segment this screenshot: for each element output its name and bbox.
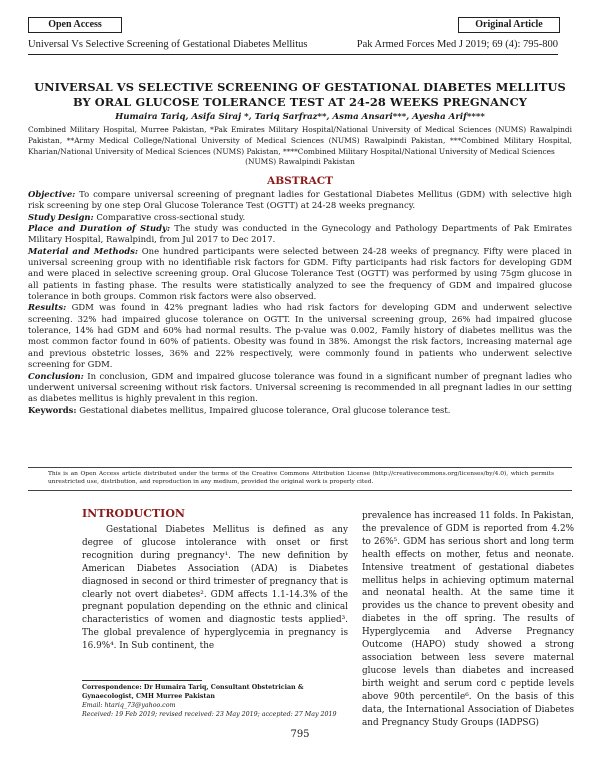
abstract-methods [28,246,572,303]
correspondence-author: Correspondence: Dr Humaira Tariq, Consultant Obstetrician & Gynaecologist, CMH Murree Pakistan [82,684,304,700]
results-text: GDM was found in 42% pregnant ladies who had risk factors for developing GDM and underwent selective screening. 32% had impaired glucose tolerance on OGTT. In the universal screening group, 26% had impaired glucose tolerance, 14% had GDM and 60% had normal results. The p-value was 0.002, Family history of diabetes mellitus was the most common factor found in 60% of patients. Obesity was found in 38%. Amongst the risk factors, increasing maternal age and previous obstetric losses, 36% and 22% respectively, were commonly found in patients who underwent selective screening for GDM. [28,302,573,370]
objective-label: Objective: [28,189,76,199]
open-access-label: Open Access [28,17,122,33]
manuscript-dates: Received: 19 Feb 2019; revised received: 23 May 2019; accepted: 27 May 2019 [82,711,337,718]
conclusion-text: In conclusion, GDM and impaired glucose tolerance was found in a significant number of pregnant ladies who underwent universal screening without risk factors. Universal screening is recommended in all pregnant ladies in our setting as diabetes mellitus is highly prevalent in this region. [28,370,572,404]
introduction-paragraph: Gestational Diabetes Mellitus is defined as any degree of glucose intolerance with onset or first recognition during pregnancy¹. The new definition by American Diabetes Association (ADA) is Diabetes diagnosed in second or third trimester of pregnancy that is clearly not overt diabetes². GDM affects 1.1-14.3% of the pregnant population depending on the ethnic and clinical characteristics of women and diagnostic tests applied³. The global prevalence of hyperglycemia in pregnancy is 16.9%⁴. In Sub continent, the [82,525,348,652]
journal-reference: Pak Armed Forces Med J 2019; 69 (4): 795-800 [356,39,558,50]
abstract-design [28,212,572,223]
introduction-right-column [362,510,574,729]
license-notice: This is an Open Access article distributed under the terms of the Creative Commons Attribution License (http://creativecommons.org/licenses/by/4.0), which permits unrestricted use, distribution, and reproduction in any medium, provided the original work is properly cited. [48,471,554,486]
abstract [28,189,572,416]
correspondence-footnote [82,683,348,719]
article-type-label: Original Article [458,17,560,33]
methods-label: Material and Methods: [28,245,139,256]
abstract-keywords [28,405,572,416]
article-title: UNIVERSAL VS SELECTIVE SCREENING OF GESTATIONAL DIABETES MELLITUS BY ORAL GLUCOSE TOLERANCE TEST AT 24-28 WEEKS PREGNANCY [34,80,566,109]
abstract-heading: ABSTRACT [266,175,334,187]
place-label: Place and Duration of Study: [28,223,171,234]
introduction-continuation: prevalence has increased 11 folds. In Pakistan, the prevalence of GDM is reported from 4.2% to 26%⁵. GDM has serious short and long term health effects on mother, fetus and neonate. Intensive treatment of gestational diabetes mellitus helps in achieving optimum maternal and neonatal health. At the same time it provides us the chance to prevent obesity and diabetes in the off spring. The results of Hyperglycemia and Adverse Pregnancy Outcome (HAPO) study showed a strong association between less severe maternal glucose levels than diabetes and increased birth weight and serum cord c peptide levels above 90th percentile⁶. On the basis of this data, the International Association of Diabetes and Pregnancy Study Groups (IADPSG) [362,511,574,728]
introduction-heading: INTRODUCTION [82,507,185,520]
page-number: 795 [290,729,310,740]
keywords-text: Gestational diabetes mellitus, Impaired glucose tolerance, Oral glucose tolerance test. [79,404,451,415]
introduction-left-column [82,524,348,653]
header-divider [28,54,558,55]
abstract-conclusion [28,371,572,405]
results-label: Results: [28,302,67,313]
abstract-place [28,223,572,246]
design-label: Study Design: [28,211,94,222]
methods-text: One hundred participants were selected between 24-28 weeks of pregnancy. Fifty were placed in universal screening group with no identifiable risk factors for GDM. Fifty participants had risk factors for developing GDM and were placed in selective screening group. Oral Glucose Tolerance Test (OGTT) was performed by using 75gm glucose in all patients in fasting phase. The results were statistically analyzed to see the frequency of GDM and impaired glucose tolerance in both groups. Common risk factors were also observed. [28,245,572,302]
affiliations-text: Combined Military Hospital, Murree Pakistan, *Pak Emirates Military Hospital/National University of Medical Sciences (NUMS) Rawalpindi Pakistan, **Army Medical College/National University of Medical Sciences (NUMS) Rawalpindi Pakistan, ***Combined Military Hospital, Kharian/National University of Medical Sciences (NUMS) Pakistan, ****Combined Military Hospital/National University of Medical Sciences [28,125,572,156]
conclusion-label: Conclusion: [28,370,84,381]
footnote-divider [82,680,202,681]
affiliations-last-line: (NUMS) Rawalpindi Pakistan [245,157,355,167]
abstract-results [28,302,572,370]
keywords-label: Keywords: [28,404,77,415]
author-list: Humaira Tariq, Asifa Siraj *, Tariq Sarfraz**, Asma Ansari***, Ayesha Arif**** [115,112,485,122]
objective-text: To compare universal screening of pregnant ladies for Gestational Diabetes Mellitus (GDM) with selective high risk screening by one step Oral Glucose Tolerance Test (OGTT) at 24-28 weeks pregnancy. [28,189,572,211]
design-text: Comparative cross-sectional study. [96,211,246,222]
abstract-objective [28,189,572,212]
license-divider-top [28,467,572,468]
license-divider-bottom [28,490,572,491]
affiliations [28,125,572,168]
running-title: Universal Vs Selective Screening of Gestational Diabetes Mellitus [28,39,308,50]
place-text: The study was conducted in the Gynecology and Pathology Departments of Pak Emirates Military Hospital, Rawalpindi, from Jul 2017 to Dec 2017. [28,223,572,245]
running-head [28,38,558,52]
correspondence-email: Email: htariq_73@yahoo.com [82,702,176,709]
